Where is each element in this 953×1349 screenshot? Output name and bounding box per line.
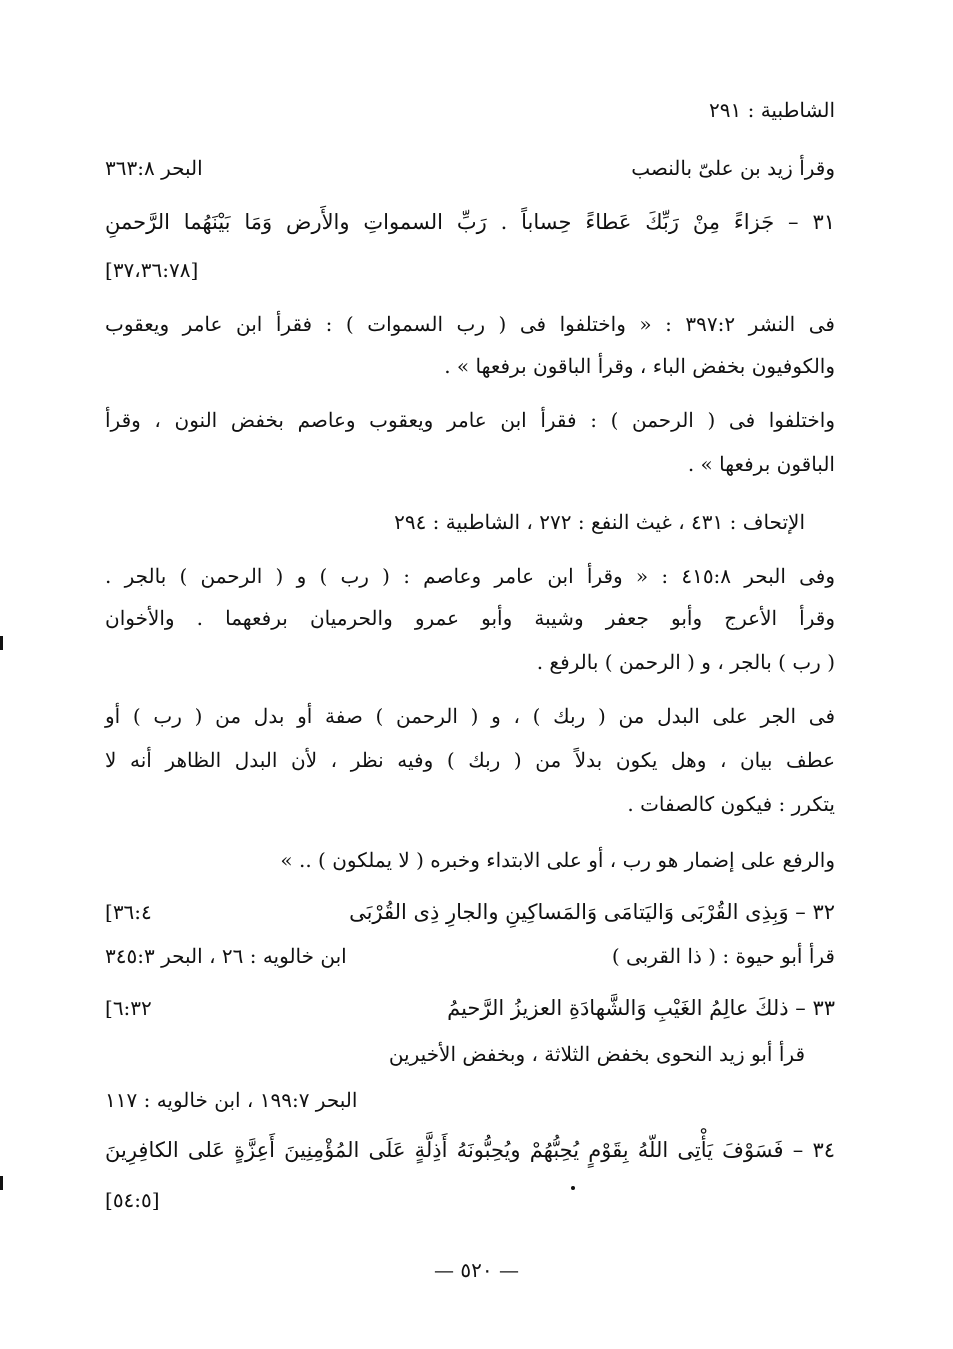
bahr-line-1: وفى البحر ٤١٥:٨ : « وقرأ ابن عامر وعاصم : ( رب ) و ( الرحمن ) بالجر . [105,564,835,588]
verse-33-reading: قرأ أبو زيد النحوى بخفض الثلاثة ، وبخفض الأخيرين [388,1042,805,1066]
source-bahr: البحر ٣٦٣:٨ [105,156,203,180]
verse-32: ٣٢ – وَبِذِى القُرْبَى وَاليَتامَى وَالمَساكِينِ والجارِ ذِى القُرْبَى [349,900,835,924]
jarr-line-3: يتكرر : فيكون كالصفات . [627,792,835,816]
verse-32-reading: قرأ أبو حيوة : ( ذا القربى ) [611,944,835,968]
jarr-line-2: عطف بيان ، وهل يكون بدلاً من ( ربك ) وفيه نظر ، لأن البدل الظاهر أنه لا [105,748,835,772]
page-number: — ٥٢٠ — [434,1258,519,1282]
bahr-line-3: ( رب ) بالجر ، و ( الرحمن ) بالرفع . [536,650,835,674]
ithaf-references: الإتحاف : ٤٣١ ، غيث النفع : ٢٧٢ ، الشاطبية : ٢٩٤ [394,510,805,534]
verse-32-ref: [٣٦:٤ [105,900,152,924]
jarr-line-1: فى الجر على البدل من ( ربك ) ، و ( الرحمن ) صفة أو بدل من ( رب ) أو [105,704,835,728]
verse-34: ٣٤ – فَسَوْفَ يَأْتِى اللّهُ بِقَوْمٍ يُحِبُّهُمْ ويُحِبُّونَهُ أَذِلَّةٍ عَلَى المُؤْمِنِينَ أَعِزَّةٍ عَلى الكافِرِينَ [105,1138,835,1162]
verse-33-ref: [٦:٣٢ [105,996,152,1020]
scan-edge-mark [0,636,3,650]
nashr-line-4: الباقون برفعها » . [687,452,835,476]
header-reference: الشاطبية : ٢٩١ [709,98,835,122]
verse-34-ref: [٥٤:٥] [105,1188,160,1212]
verse-31-ref: [٣٧،٣٦:٧٨] [105,258,199,282]
reading-zayd: وقرأ زيد بن علىّ بالنصب [631,156,835,180]
bahr-line-2: وقرأ الأعرج وأبو جعفر وشيبة وأبو عمرو والحرميان برفعهما . والأخوان [105,606,835,630]
verse-31: ٣١ – جَزاءً مِنْ رَبِّكَ عَطاءً حِساباً . رَبِّ السمواتِ والأَرض وَمَا بَيْنَهُما الرَّحمنِ [105,210,835,234]
verse-32-source: ابن خالويه : ٢٦ ، البحر ٣٤٥:٣ [105,944,347,968]
verse-33-source: البحر ١٩٩:٧ ، ابن خالويه : ١١٧ [105,1088,358,1112]
verse-33: ٣٣ – ذلكَ عالِمُ الغَيْبِ وَالشَّهادَةِ العزيزُ الرَّحيمُ [447,996,835,1020]
raf-line: والرفع على إضمار هو رب ، أو على الابتداء وخبره ( لا يملكون ) .. » [280,848,835,872]
nashr-line-3: واختلفوا فى ( الرحمن ) : فقرأ ابن عامر ويعقوب وعاصم بخفض النون ، وقرأ [105,408,835,432]
ink-dot [571,1186,575,1190]
nashr-line-2: والكوفيون بخفض الباء ، وقرأ الباقون برفعها » . [444,354,835,378]
nashr-line-1: فى النشر ٣٩٧:٢ : « واختلفوا فى ( رب السموات ) : فقرأ ابن عامر ويعقوب [105,312,835,336]
scan-edge-mark [0,1176,3,1190]
